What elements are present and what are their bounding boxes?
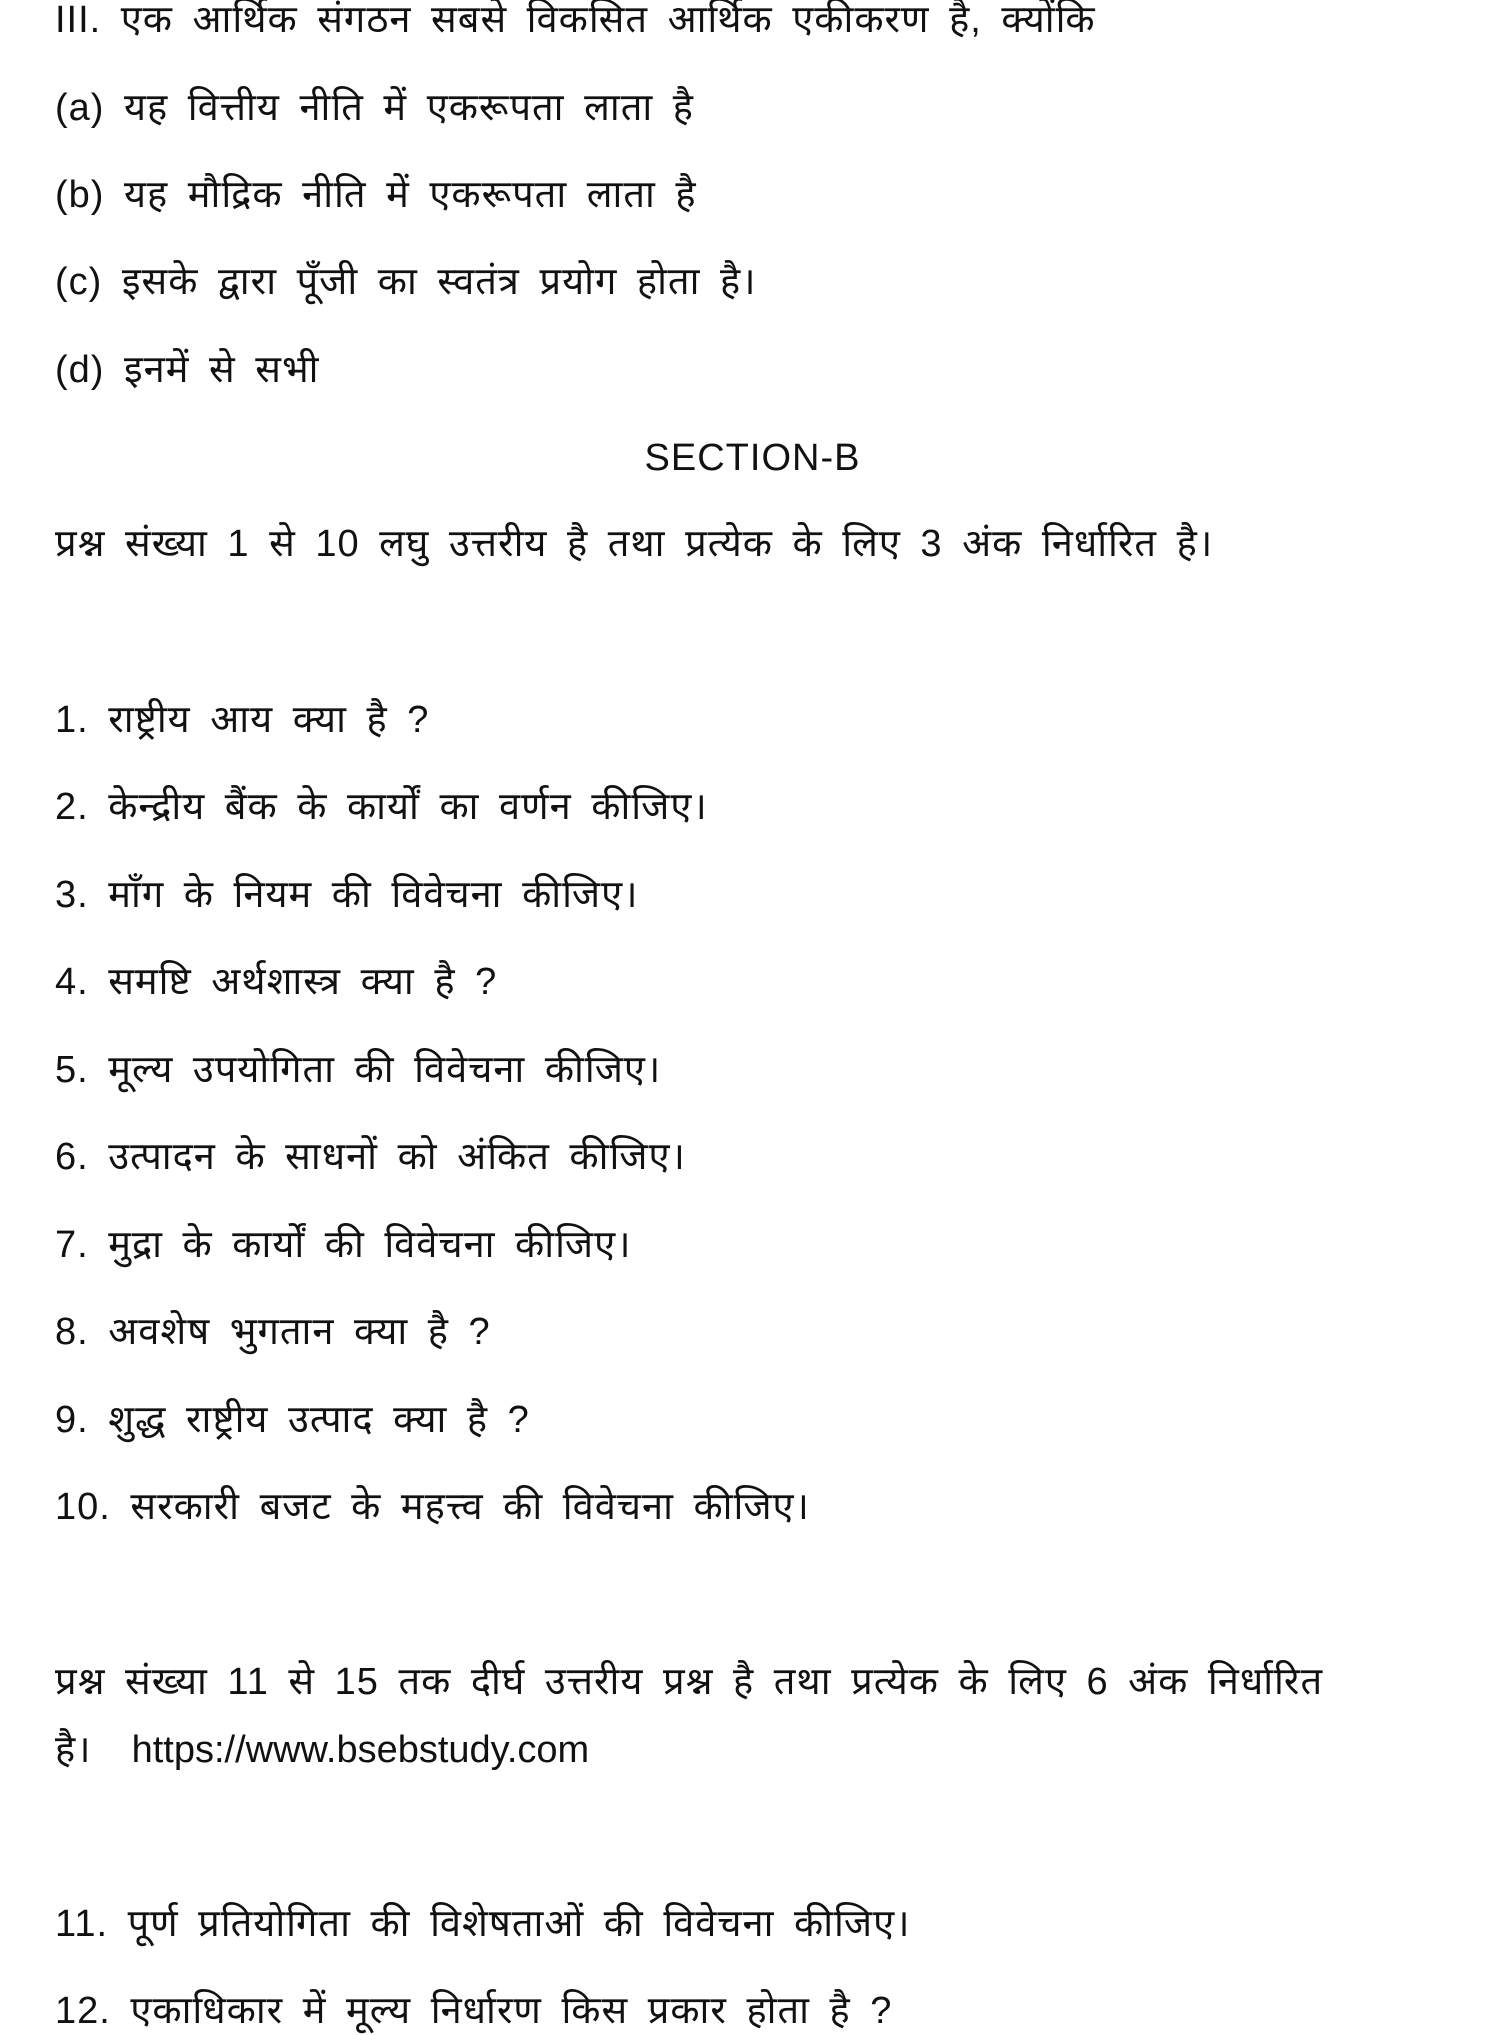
short-question: 4. समष्टि अर्थशास्त्र क्या है ? bbox=[55, 961, 498, 1003]
short-question: 3. माँग के नियम की विवेचना कीजिए। bbox=[55, 874, 639, 916]
watermark-link[interactable]: https://www.bsebstudy.com bbox=[131, 1729, 590, 1771]
long-question: 11. पूर्ण प्रतियोगिता की विशेषताओं की विवेचना कीजिए। bbox=[55, 1903, 911, 1945]
question-iii: III. एक आर्थिक संगठन सबसे विकसित आर्थिक एकीकरण है, क्योंकि bbox=[55, 0, 1096, 41]
short-question: 5. मूल्य उपयोगिता की विवेचना कीजिए। bbox=[55, 1049, 662, 1091]
short-question: 10. सरकारी बजट के महत्त्व की विवेचना कीजिए। bbox=[55, 1486, 810, 1528]
option-d: (d) इनमें से सभी bbox=[55, 349, 320, 391]
section-heading: SECTION-B bbox=[644, 437, 861, 479]
long-question: 12. एकाधिकार में मूल्य निर्धारण किस प्रकार होता है ? bbox=[55, 1990, 893, 2032]
option-c: (c) इसके द्वारा पूँजी का स्वतंत्र प्रयोग होता है। bbox=[55, 261, 757, 303]
short-question: 9. शुद्ध राष्ट्रीय उत्पाद क्या है ? bbox=[55, 1399, 530, 1441]
short-question: 2. केन्द्रीय बैंक के कार्यों का वर्णन कीजिए। bbox=[55, 786, 708, 828]
short-question: 6. उत्पादन के साधनों को अंकित कीजिए। bbox=[55, 1136, 686, 1178]
short-question: 1. राष्ट्रीय आय क्या है ? bbox=[55, 699, 430, 741]
long-answer-instruction: प्रश्न संख्या 11 से 15 तक दीर्घ उत्तरीय प्रश्न है तथा प्रत्येक के लिए 6 अंक निर्धारित bbox=[55, 1661, 1324, 1703]
short-question: 8. अवशेष भुगतान क्या है ? bbox=[55, 1311, 491, 1353]
instruction-end: है। bbox=[55, 1729, 92, 1771]
short-question: 7. मुद्रा के कार्यों की विवेचना कीजिए। bbox=[55, 1224, 632, 1266]
short-answer-instruction: प्रश्न संख्या 1 से 10 लघु उत्तरीय है तथा प्रत्येक के लिए 3 अंक निर्धारित है। bbox=[55, 523, 1214, 565]
option-a: (a) यह वित्तीय नीति में एकरूपता लाता है bbox=[55, 87, 694, 129]
long-answer-instruction-cont bbox=[55, 1726, 589, 1774]
option-b: (b) यह मौद्रिक नीति में एकरूपता लाता है bbox=[55, 174, 697, 216]
